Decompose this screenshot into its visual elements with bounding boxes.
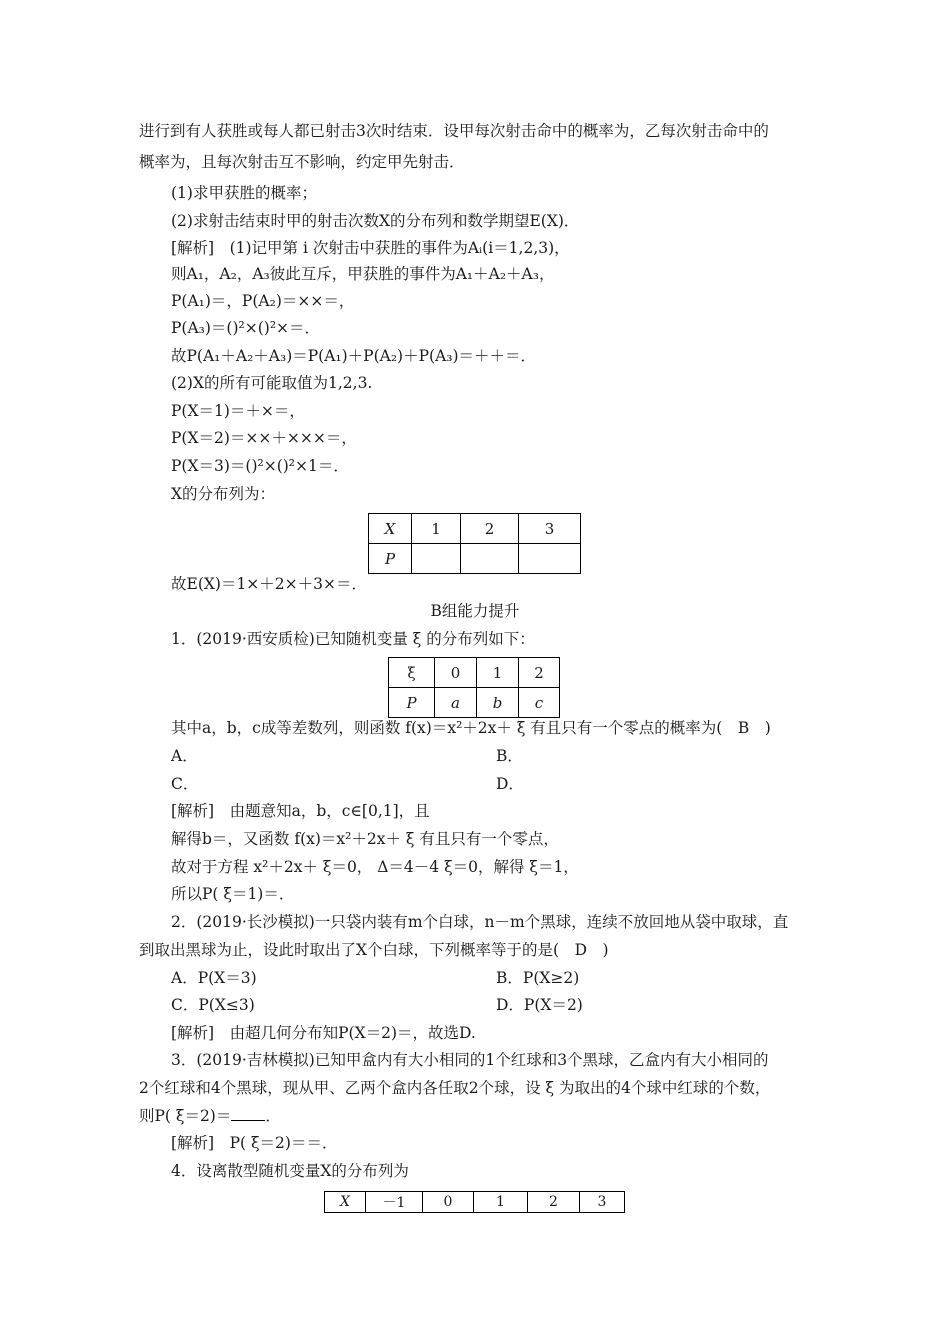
option-b: B．P(X≥2) bbox=[496, 969, 580, 987]
table-cell: c bbox=[519, 688, 560, 718]
table-cell: X bbox=[369, 514, 412, 544]
table-cell: ξ bbox=[389, 658, 435, 688]
table-cell: 3 bbox=[519, 514, 581, 544]
question-1: (1)求甲获胜的概率； bbox=[171, 184, 317, 202]
table-cell: 0 bbox=[435, 658, 477, 688]
table-cell: 2 bbox=[461, 514, 519, 544]
option-a: A．P(X＝3) bbox=[171, 969, 257, 987]
problem-1-question: 其中a，b，c成等差数列，则函数 f(x)＝x²＋2x＋ ξ 有且只有一个零点的概率为( B ) bbox=[171, 719, 771, 737]
table-cell: 2 bbox=[528, 1192, 580, 1213]
problem-3-cont bbox=[139, 1106, 281, 1126]
solution-line: 所以P( ξ＝1)＝． bbox=[171, 885, 295, 903]
solution-line: 解得b＝，又函数 f(x)＝x²＋2x＋ ξ 有且只有一个零点， bbox=[171, 830, 559, 848]
table-cell: 1 bbox=[474, 1192, 528, 1213]
option-b: B． bbox=[496, 747, 523, 765]
option-d: D．P(X＝2) bbox=[496, 996, 583, 1014]
problem-3: 3．(2019·吉林模拟)已知甲盒内有大小相同的1个红球和3个黑球，乙盒内有大小相同的 bbox=[171, 1051, 769, 1069]
text-line: 概率为，且每次射击互不影响，约定甲先射击． bbox=[139, 153, 465, 171]
solution-line: P(A₁)＝，P(A₂)＝××＝， bbox=[171, 292, 355, 310]
table-cell: 2 bbox=[519, 658, 560, 688]
table-cell: a bbox=[435, 688, 477, 718]
solution-line: P(X＝3)＝()²×()²×1＝． bbox=[171, 457, 349, 475]
problem-3-text: 则P( ξ＝2)＝ bbox=[139, 1107, 232, 1125]
distribution-table-4 bbox=[324, 1191, 625, 1213]
table-cell: X bbox=[325, 1192, 366, 1213]
problem-2: 2．(2019·长沙模拟)一只袋内装有m个白球，n－m个黑球，连续不放回地从袋中取球，直 bbox=[171, 913, 789, 931]
solution-line: P(A₃)＝()²×()²×＝． bbox=[171, 319, 321, 337]
section-title: B组能力提升 bbox=[430, 602, 520, 620]
table-cell bbox=[461, 544, 519, 574]
table-cell: 3 bbox=[580, 1192, 625, 1213]
answer-blank bbox=[231, 1106, 265, 1121]
table-cell: b bbox=[477, 688, 519, 718]
problem-3-cont: 2个红球和4个黑球，现从甲、乙两个盒内各任取2个球，设 ξ 为取出的4个球中红球的个数， bbox=[139, 1079, 771, 1097]
solution-line: [解析] 由超几何分布知P(X＝2)＝，故选D. bbox=[171, 1024, 476, 1042]
table-cell bbox=[519, 544, 581, 574]
solution-line: P(X＝1)＝＋×＝， bbox=[171, 402, 305, 420]
table-cell: 1 bbox=[412, 514, 461, 544]
option-a: A． bbox=[171, 747, 198, 765]
option-c: C．P(X≤3) bbox=[171, 996, 255, 1014]
solution-line: (2)X的所有可能取值为1,2,3. bbox=[171, 374, 373, 392]
distribution-table-x bbox=[368, 513, 581, 574]
table-cell: P bbox=[389, 688, 435, 718]
problem-3-end: ． bbox=[265, 1107, 281, 1125]
solution-line: 则A₁，A₂，A₃彼此互斥，甲获胜的事件为A₁＋A₂＋A₃， bbox=[171, 265, 555, 283]
solution-line: 故P(A₁＋A₂＋A₃)＝P(A₁)＋P(A₂)＋P(A₃)＝＋＋＝． bbox=[171, 347, 537, 365]
option-d: D． bbox=[496, 775, 524, 793]
text-line: 进行到有人获胜或每人都已射击3次时结束．设甲每次射击命中的概率为，乙每次射击命中的 bbox=[139, 122, 769, 140]
solution-line: 故E(X)＝1×＋2×＋3×＝． bbox=[171, 575, 367, 593]
distribution-table-xi bbox=[388, 657, 560, 718]
problem-4: 4．设离散型随机变量X的分布列为 bbox=[171, 1162, 409, 1180]
problem-1: 1．(2019·西安质检)已知随机变量 ξ 的分布列如下： bbox=[171, 630, 535, 648]
solution-line: [解析] P( ξ＝2)＝＝． bbox=[171, 1134, 338, 1152]
table-cell: P bbox=[369, 544, 412, 574]
table-cell: 1 bbox=[477, 658, 519, 688]
solution-line: P(X＝2)＝××＋×××＝， bbox=[171, 429, 357, 447]
solution-line: 故对于方程 x²＋2x＋ ξ＝0， Δ＝4－4 ξ＝0，解得 ξ＝1， bbox=[171, 858, 579, 876]
solution-line: [解析] (1)记甲第 i 次射击中获胜的事件为Aᵢ(i＝1,2,3)， bbox=[171, 239, 570, 257]
question-2: (2)求射击结束时甲的射击次数X的分布列和数学期望E(X)． bbox=[171, 212, 580, 230]
table-cell bbox=[412, 544, 461, 574]
solution-line: X的分布列为： bbox=[171, 485, 276, 503]
table-cell: 0 bbox=[423, 1192, 474, 1213]
table-cell: －1 bbox=[366, 1192, 423, 1213]
option-c: C． bbox=[171, 775, 199, 793]
problem-2-cont: 到取出黑球为止，设此时取出了X个白球，下列概率等于的是( D ) bbox=[139, 941, 609, 959]
solution-line: [解析] 由题意知a，b，c∈[0,1]，且 bbox=[171, 802, 430, 820]
